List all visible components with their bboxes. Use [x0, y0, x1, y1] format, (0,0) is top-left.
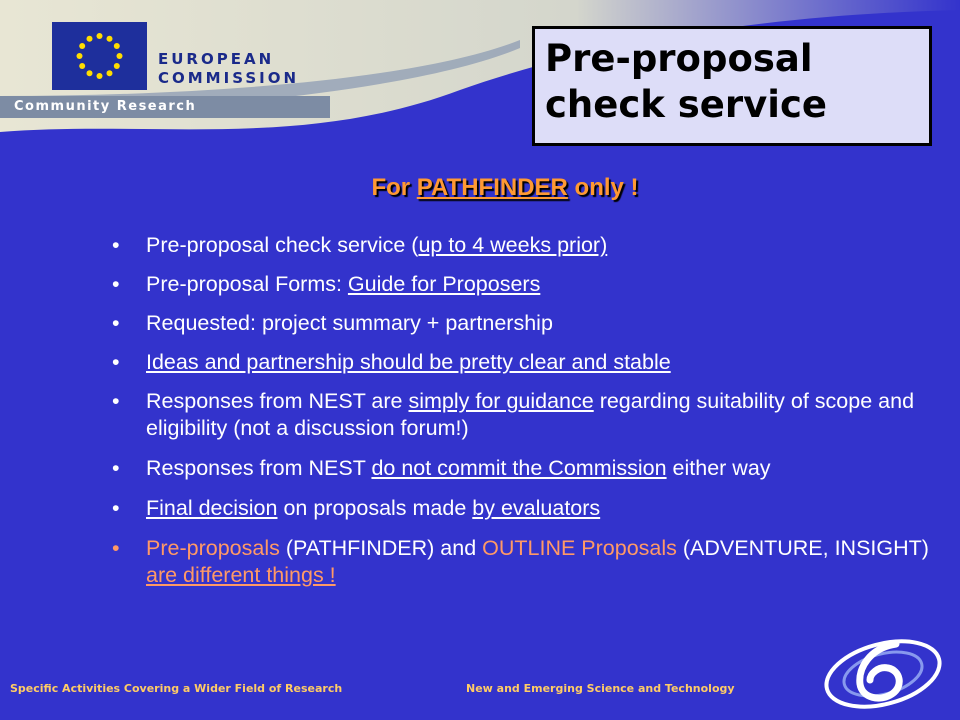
bullet-text-underlined: Ideas and partnership should be pretty clear and stable: [146, 350, 671, 374]
bullet-text: Responses from NEST: [146, 456, 372, 480]
bullet-text: regarding suitability of scope and eligibility (not a discussion forum!): [146, 389, 915, 440]
bullet-text-underlined: up to 4 weeks prior): [418, 233, 608, 257]
bullet-item: [112, 495, 952, 522]
subtitle-suffix: only !: [567, 174, 639, 201]
bullet-item: [112, 232, 952, 259]
bullet-list: [112, 232, 952, 589]
bullet-text: Requested: project summary + partnership: [146, 311, 553, 335]
subtitle: [0, 174, 960, 202]
bullet-text-orange-underlined: are different things !: [146, 563, 336, 587]
title-line-2: check service: [545, 83, 827, 126]
bullet-text: either way: [666, 456, 771, 480]
bullet-item: [112, 535, 952, 589]
bullet-item: [112, 310, 952, 337]
bullet-text-underlined: Final decision: [146, 496, 278, 520]
bullet-text: (PATHFINDER) and: [279, 536, 483, 560]
bullet-item: [112, 388, 952, 442]
subtitle-prefix: For: [371, 174, 417, 201]
bullet-text: on proposals made: [277, 496, 473, 520]
title-line-1: Pre-proposal: [545, 37, 813, 80]
bullet-text-orange: OUTLINE Proposals: [482, 536, 677, 560]
eu-logo-text: [158, 50, 299, 88]
bullet-text-underlined: do not commit the Commission: [371, 456, 667, 480]
bullet-text-orange: Pre-proposals: [146, 536, 280, 560]
bullet-item: [112, 271, 952, 298]
logo-line-commission: COMMISSION: [158, 69, 300, 87]
footer-left-text: Specific Activities Covering a Wider Field of Research: [10, 682, 343, 695]
bullet-text: Pre-proposal Forms:: [146, 272, 348, 296]
eu-flag-logo: [52, 22, 147, 90]
bullet-text: (ADVENTURE, INSIGHT): [676, 536, 929, 560]
footer-right-text: New and Emerging Science and Technology: [466, 682, 735, 695]
fp6-logo-icon: [818, 632, 948, 712]
bullet-text-underlined: Guide for Proposers: [347, 272, 541, 296]
bullet-text: Responses from NEST are: [146, 389, 409, 413]
bullet-item: [112, 455, 952, 482]
title-box: [532, 26, 932, 146]
subtitle-highlight: PATHFINDER: [416, 174, 568, 201]
bullet-item: [112, 349, 952, 376]
logo-line-european: EUROPEAN: [158, 50, 275, 68]
bullet-text: Pre-proposal check service (: [146, 233, 419, 257]
bullet-text-underlined: simply for guidance: [408, 389, 594, 413]
community-research-label: Community Research: [14, 99, 197, 114]
bullet-text-underlined: by evaluators: [472, 496, 601, 520]
